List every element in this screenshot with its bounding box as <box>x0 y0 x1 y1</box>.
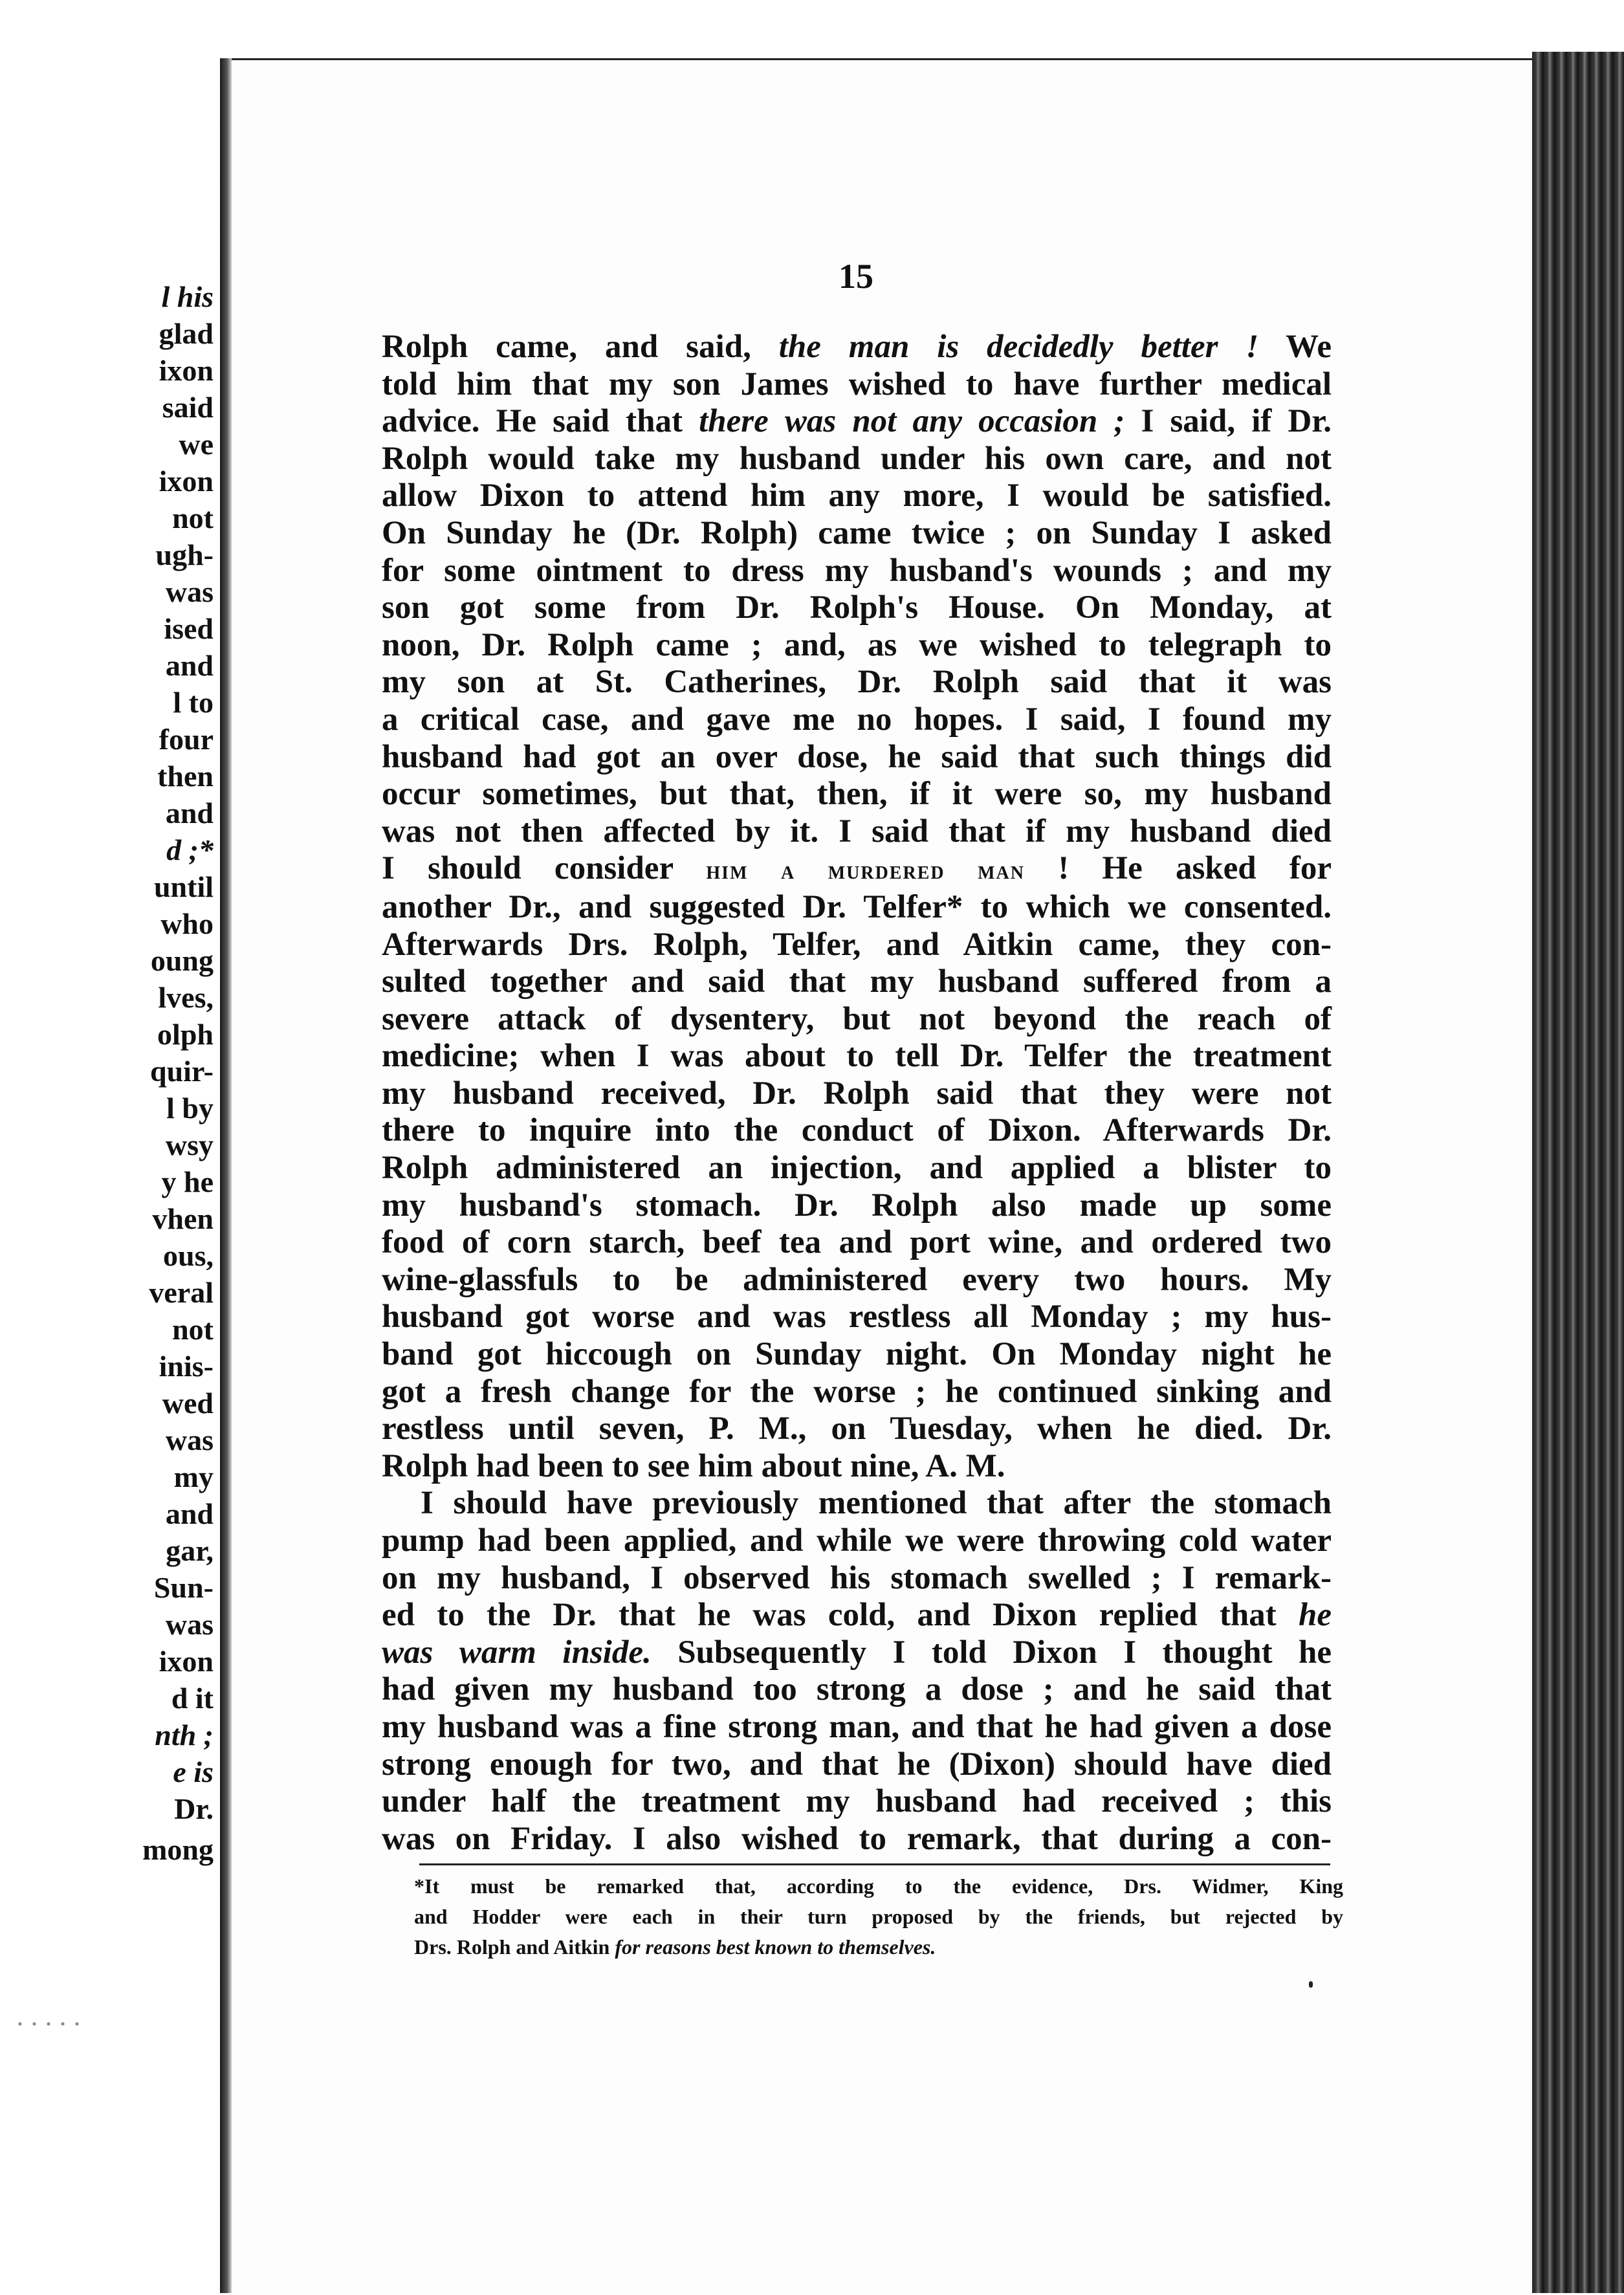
facing-page-line: ous, <box>163 1239 214 1272</box>
line-text: ed to the Dr. that he was cold, and Dixon replied that <box>382 1597 1299 1634</box>
line-text: Rolph came, and said, <box>382 329 779 365</box>
footnote <box>414 1871 1343 1962</box>
facing-page-line: ugh- <box>155 538 214 571</box>
facing-page-line: and <box>165 1497 214 1530</box>
line-text: band got hiccough on Sunday night. On Monday night he <box>382 1336 1332 1373</box>
facing-page-line: until <box>153 870 214 903</box>
text-line <box>382 403 1332 441</box>
facing-page-line: ixon <box>159 354 214 387</box>
text-line <box>382 889 1332 927</box>
paragraph-1 <box>382 329 1332 1485</box>
line-text: occur sometimes, but that, then, if it were so, my husband <box>382 776 1332 813</box>
facing-page-line: lves, <box>158 981 214 1014</box>
line-text: a critical case, and gave me no hopes. I said, I found my <box>382 701 1332 738</box>
line-text: on my husband, I observed his stomach swelled ; I remark- <box>382 1559 1332 1596</box>
facing-page-line: then <box>157 760 214 793</box>
text-line <box>382 1522 1332 1560</box>
line-text: Afterwards Drs. Rolph, Telfer, and Aitkin came, they con- <box>382 926 1332 963</box>
text-line <box>382 1709 1332 1746</box>
facing-page-line: was <box>165 575 214 608</box>
facing-page-line: olph <box>157 1018 214 1051</box>
text-line <box>382 1299 1332 1336</box>
line-text: my husband was a fine strong man, and that he had given a dose <box>382 1708 1332 1745</box>
paragraph-2 <box>382 1485 1332 1858</box>
italic-text: was warm inside. <box>382 1634 652 1671</box>
footnote-rule <box>419 1863 1330 1865</box>
line-text: my husband received, Dr. Rolph said that they were not <box>382 1075 1332 1112</box>
line-text: my son at St. Catherines, Dr. Rolph said that it was <box>382 664 1332 701</box>
line-text: another Dr., and suggested Dr. Telfer* to which we consented. <box>382 888 1332 925</box>
italic-text: there was not any occasion ; <box>699 403 1125 440</box>
italic-text: the man is decidedly better ! <box>778 329 1259 365</box>
line-text: ! He asked for <box>1024 850 1332 887</box>
facing-page-line: was <box>165 1423 214 1456</box>
line-text: medicine; when I was about to tell Dr. Telfer the treatment <box>382 1038 1332 1075</box>
text-line <box>382 1075 1332 1113</box>
line-text: son got some from Dr. Rolph's House. On Monday, at <box>382 589 1332 626</box>
text-line <box>382 963 1332 1001</box>
text-line <box>382 1262 1332 1299</box>
italic-text: he <box>1299 1597 1332 1634</box>
line-text: food of corn starch, beef tea and port wine, and ordered two <box>382 1224 1332 1261</box>
facing-page-line: gar, <box>166 1534 214 1567</box>
line-text: there to inquire into the conduct of Dixon. Afterwards Dr. <box>382 1112 1332 1149</box>
line-text: wine-glassfuls to be administered every two hours. My <box>382 1261 1332 1298</box>
facing-page-line: nth ; <box>155 1719 214 1751</box>
text-line <box>382 1485 1332 1522</box>
facing-page-line: not <box>172 1313 214 1346</box>
text-line <box>382 1411 1332 1448</box>
facing-page-line: d ;* <box>166 833 214 866</box>
text-line <box>382 553 1332 590</box>
text-line <box>414 1932 1343 1962</box>
text-line <box>382 927 1332 964</box>
line-text: severe attack of dysentery, but not beyond the reach of <box>382 1000 1332 1037</box>
line-text: was on Friday. I also wished to remark, that during a con- <box>382 1820 1332 1857</box>
facing-page-line: vhen <box>152 1202 214 1235</box>
facing-page-line: was <box>165 1608 214 1641</box>
ink-speck <box>1309 1981 1313 1988</box>
facing-page-line: and <box>165 796 214 829</box>
text-line <box>382 1634 1332 1672</box>
text-line <box>382 1336 1332 1374</box>
text-line <box>382 813 1332 851</box>
italic-text: for reasons best known to themselves. <box>615 1935 936 1959</box>
text-line <box>382 1821 1332 1858</box>
line-text: advice. He said that <box>382 403 699 440</box>
facing-page-line: oung <box>150 944 214 977</box>
text-line <box>382 1038 1332 1075</box>
text-line <box>382 776 1332 813</box>
facing-page-line: inis- <box>159 1350 214 1383</box>
facing-page-line: glad <box>159 317 214 350</box>
line-text: noon, Dr. Rolph came ; and, as we wished to telegraph to <box>382 626 1332 663</box>
facing-page-line: wed <box>162 1387 214 1420</box>
facing-page-fragment <box>0 61 214 2293</box>
line-text: Rolph administered an injection, and applied a blister to <box>382 1150 1332 1187</box>
facing-page-line: Dr. <box>174 1792 214 1825</box>
facing-page-line: ised <box>164 612 214 645</box>
facing-page-line: mong <box>142 1833 214 1866</box>
line-text: Rolph would take my husband under his own care, and not <box>382 440 1332 477</box>
line-text: Subsequently I told Dixon I thought he <box>651 1634 1332 1671</box>
line-text: husband got worse and was restless all Monday ; my hus- <box>382 1299 1332 1335</box>
line-text: pump had been applied, and while we were throwing cold water <box>382 1522 1332 1559</box>
text-line <box>414 1902 1343 1932</box>
facing-page-line: e is <box>173 1755 214 1788</box>
line-text: my husband's stomach. Dr. Rolph also made up some <box>382 1187 1332 1224</box>
text-line <box>382 329 1332 366</box>
line-text: Drs. Rolph and Aitkin <box>414 1935 615 1959</box>
line-text: sulted together and said that my husband suffered from a <box>382 963 1332 1000</box>
facing-page-line: l by <box>166 1092 214 1125</box>
page-number: 15 <box>839 257 873 296</box>
facing-page-line: not <box>172 501 214 534</box>
text-line <box>382 1597 1332 1634</box>
text-line <box>382 1112 1332 1150</box>
facing-page-line: y he <box>161 1165 214 1198</box>
facing-page-line: we <box>179 428 214 461</box>
line-text: I said, if Dr. <box>1125 403 1332 440</box>
text-line <box>414 1871 1343 1902</box>
text-line <box>382 1150 1332 1187</box>
text-line <box>382 478 1332 515</box>
line-text: was not then affected by it. I said that if my husband died <box>382 813 1332 850</box>
line-text: *It must be remarked that, according to the evidence, Drs. Widmer, King <box>414 1874 1343 1898</box>
facing-page-line: my <box>173 1460 214 1493</box>
line-text: Rolph had been to see him about nine, A. M. <box>382 1447 1005 1484</box>
text-line <box>382 1448 1332 1486</box>
facing-page-line: who <box>160 907 214 940</box>
text-line <box>382 1671 1332 1709</box>
facing-page-line: and <box>165 649 214 682</box>
ink-speck <box>13 2022 84 2026</box>
facing-page-line: l his <box>161 280 214 313</box>
text-line <box>382 1746 1332 1784</box>
line-text: We <box>1258 329 1332 365</box>
body-text <box>382 329 1332 1858</box>
line-text: I should consider <box>382 850 707 887</box>
facing-page-line: ixon <box>159 1645 214 1678</box>
small-caps-text: him a murdered man <box>706 855 1025 885</box>
facing-page-line: Sun- <box>153 1571 214 1604</box>
text-line <box>382 627 1332 664</box>
text-line <box>382 850 1332 889</box>
line-text: under half the treatment my husband had received ; this <box>382 1783 1332 1820</box>
line-text: allow Dixon to attend him any more, I would be satisfied. <box>382 478 1332 514</box>
text-line <box>382 441 1332 478</box>
line-text: I should have previously mentioned that after the stomach <box>421 1485 1332 1522</box>
line-text: On Sunday he (Dr. Rolph) came twice ; on Sunday I asked <box>382 514 1332 551</box>
text-line <box>382 589 1332 627</box>
text-line <box>382 1374 1332 1411</box>
top-margin <box>0 0 1624 60</box>
facing-page-line: l to <box>173 686 214 719</box>
line-text: for some ointment to dress my husband's wounds ; and my <box>382 552 1332 589</box>
line-text: got a fresh change for the worse ; he continued sinking and <box>382 1373 1332 1410</box>
facing-page-line: ixon <box>159 465 214 498</box>
text-line <box>382 1560 1332 1598</box>
gutter-shadow <box>220 58 232 2293</box>
text-line <box>382 701 1332 739</box>
facing-page-line: veral <box>149 1276 214 1309</box>
facing-page-line: d it <box>171 1682 214 1715</box>
line-text: husband had got an over dose, he said that such things did <box>382 738 1332 775</box>
line-text: had given my husband too strong a dose ; and he said that <box>382 1671 1332 1708</box>
facing-page-line: wsy <box>165 1128 214 1161</box>
facing-page-line: quir- <box>150 1055 214 1088</box>
line-text: told him that my son James wished to have further medical <box>382 366 1332 402</box>
text-line <box>382 1001 1332 1038</box>
page-edge-shadow <box>1532 52 1624 2293</box>
line-text: restless until seven, P. M., on Tuesday, when he died. Dr. <box>382 1411 1332 1447</box>
text-line <box>382 1783 1332 1821</box>
facing-page-line: four <box>159 723 214 756</box>
text-line <box>382 1187 1332 1225</box>
line-text: and Hodder were each in their turn proposed by the friends, but rejected by <box>414 1905 1343 1928</box>
text-line <box>382 366 1332 404</box>
facing-page-line: said <box>162 391 214 424</box>
text-line <box>382 739 1332 776</box>
line-text: strong enough for two, and that he (Dixon) should have died <box>382 1746 1332 1783</box>
text-line <box>382 664 1332 701</box>
text-line <box>382 1224 1332 1262</box>
text-line <box>382 515 1332 553</box>
